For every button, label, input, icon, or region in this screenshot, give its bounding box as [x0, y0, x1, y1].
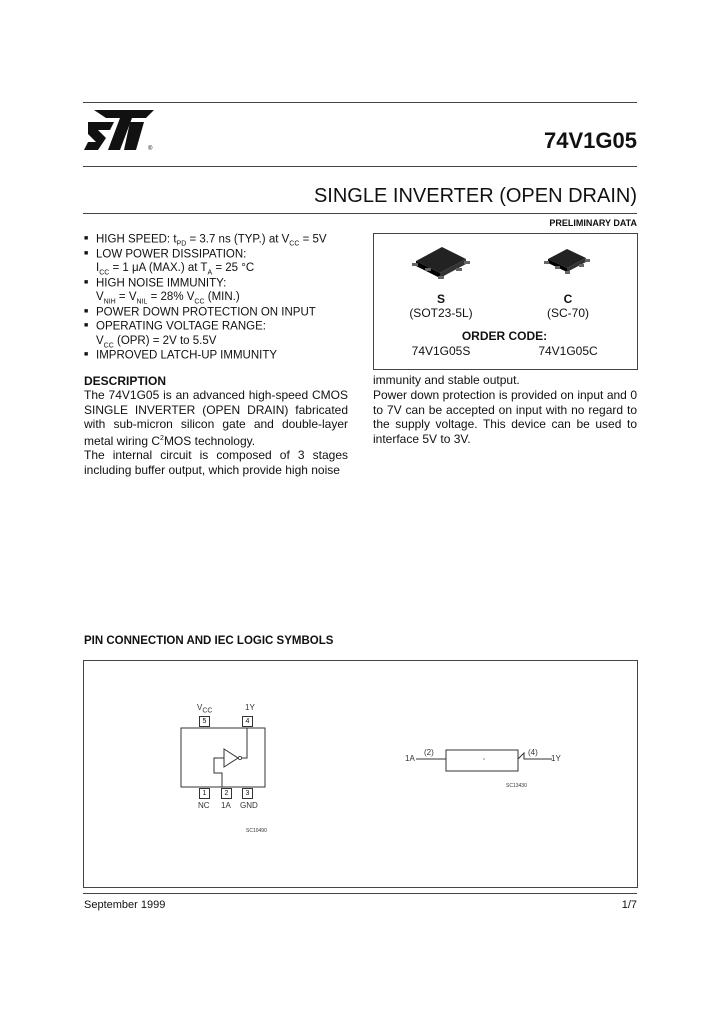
- svg-text:®: ®: [148, 146, 153, 152]
- bullet-icon: ■: [84, 307, 89, 315]
- iec-output-pin: (4): [528, 748, 538, 757]
- feature-low-power: ■ LOW POWER DISSIPATION:: [84, 247, 247, 260]
- feature-latch-up: ■ IMPROVED LATCH-UP IMMUNITY: [84, 349, 278, 362]
- pin-2: 2: [221, 788, 232, 799]
- st-logo: [84, 108, 160, 154]
- footer-rule: [83, 893, 637, 894]
- subtitle: SINGLE INVERTER (OPEN DRAIN): [313, 185, 637, 207]
- iec-input-pin: (2): [424, 748, 434, 757]
- pin-gnd-label: GND: [240, 801, 258, 810]
- sot23-package-icon: [410, 243, 472, 283]
- diagram-code-left: SC10490: [246, 828, 267, 834]
- feature-high-speed: ■ HIGH SPEED: $t_{PD} = 3.7$ ns (TYP.) at $V_{CC} = 5V$: [84, 233, 327, 248]
- pin-nc-label: NC: [198, 801, 210, 810]
- diagram-code-right: SC13430: [506, 783, 527, 789]
- feature-power-down: ■ POWER DOWN PROTECTION ON INPUT: [84, 305, 316, 318]
- pin-5: 5: [199, 716, 210, 727]
- sc70-package-icon: [543, 245, 591, 279]
- iec-output-label: 1Y: [551, 754, 561, 763]
- pin-1a-label: 1A: [221, 801, 231, 810]
- pin-diagram-box: [83, 660, 638, 888]
- title-rule: [83, 166, 637, 167]
- footer-date: September 1999: [84, 899, 166, 911]
- top-rule: [83, 102, 637, 103]
- subtitle-rule: [83, 213, 637, 214]
- chip-body: [180, 727, 266, 789]
- feature-noise: ■ HIGH NOISE IMMUNITY:: [84, 276, 227, 289]
- sot23-name: (SOT23-5L): [409, 306, 473, 320]
- bullet-icon: ■: [84, 322, 89, 329]
- vcc-label: $V_{CC}$: [197, 703, 213, 715]
- sc70-letter: C: [563, 292, 573, 306]
- iec-input-label: 1A: [405, 754, 415, 763]
- sc70-name: (SC-70): [546, 306, 589, 320]
- bullet-icon: ■: [84, 351, 89, 358]
- order-code-title: ORDER CODE:: [461, 329, 548, 343]
- feature-vnih: $V_{NIH} = V_{NIL} = 28\%$ $V_{CC}$ (MIN.): [96, 291, 240, 306]
- footer-page: 1/7: [621, 899, 637, 911]
- preliminary-label: PRELIMINARY DATA: [549, 218, 637, 228]
- pin-3: 3: [242, 788, 253, 799]
- pin-4: 4: [242, 716, 253, 727]
- bullet-icon: ■: [84, 235, 89, 242]
- description-paragraph-4: Power down protection is provided on input and 0 to 7V can be accepted on input with no regard to the supply voltage. This device can be used to interface 5V to 3V.: [373, 388, 637, 446]
- description-paragraph-3: immunity and stable output.: [373, 373, 520, 387]
- feature-vcc-opr: $V_{CC}$ (OPR) = 2V to 5.5V: [96, 334, 217, 349]
- bullet-icon: ■: [84, 249, 89, 257]
- part-number: 74V1G05: [544, 128, 637, 153]
- order-code-c: 74V1G05C: [538, 344, 598, 358]
- feature-voltage-range: ■ OPERATING VOLTAGE RANGE:: [84, 320, 266, 333]
- description-paragraph-1: The 74V1G05 is an advanced high-speed CMOS SINGLE INVERTER (OPEN DRAIN) fabricated with sub-micron silicon gate and double-layer metal wiring $C^2MOS$ technology.: [84, 388, 348, 448]
- feature-icc: $I_{CC} = 1$ μA (MAX.) at $T_A = 25$ °C: [96, 262, 255, 277]
- description-title: DESCRIPTION: [84, 374, 167, 388]
- description-paragraph-2: The internal circuit is composed of 3 stages including buffer output, which provide high noise: [84, 448, 348, 477]
- pin-section-title: PIN CONNECTION AND IEC LOGIC SYMBOLS: [84, 635, 334, 647]
- order-code-s: 74V1G05S: [411, 344, 471, 358]
- sot23-letter: S: [436, 292, 445, 306]
- bullet-icon: ■: [84, 278, 89, 286]
- pin-1y-label: 1Y: [245, 703, 255, 712]
- pin-1: 1: [199, 788, 210, 799]
